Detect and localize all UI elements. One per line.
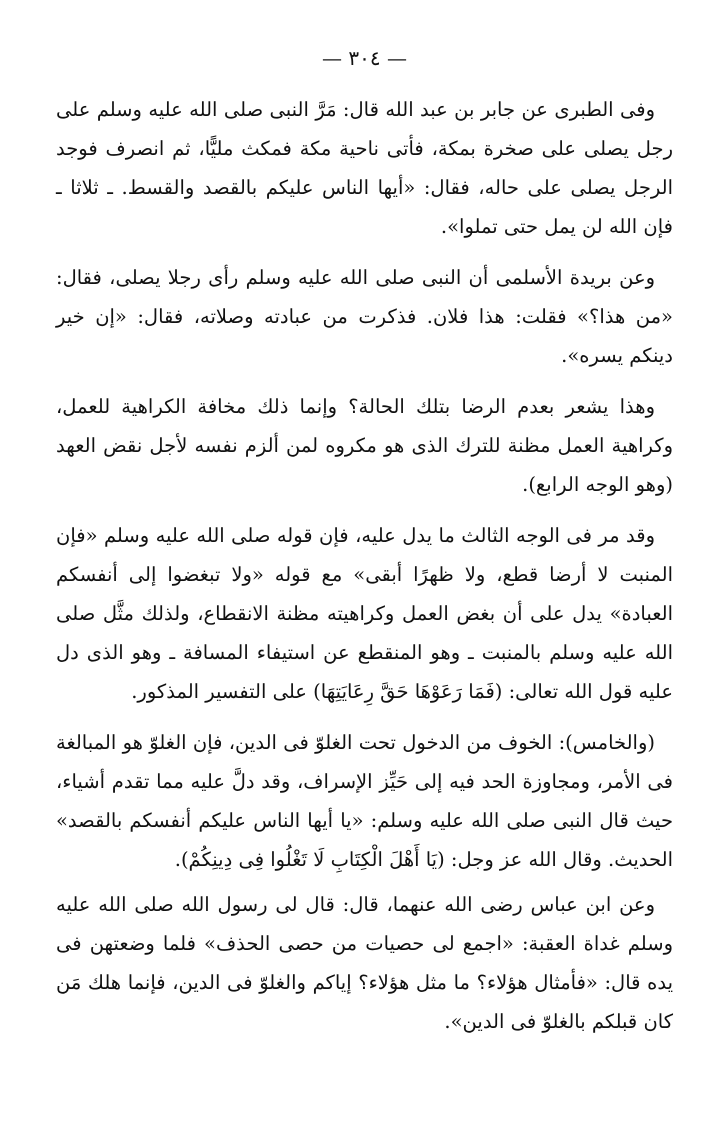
paragraph-6: وعن ابن عباس رضى الله عنهما، قال: قال لى رسول الله صلى الله عليه وسلم غداة العقبة: «اجمع لى حصيات من حصى الحذف» فلما وضعتهن فى يده قال: «فأمثال هؤلاء؟ ما مثل هؤلاء؟ إياكم والغلوّ فى الدين، فإنما هلك مَن كان قبلكم بالغلوّ فى الدين».: [56, 893, 673, 1033]
paragraph-4: وقد مر فى الوجه الثالث ما يدل عليه، فإن قوله صلى الله عليه وسلم «فإن المنبت لا أرضا قطع، ولا ظهرًا أبقى» مع قوله «ولا تبغضوا إلى أنفسكم العبادة» يدل على أن بغض العمل وكراهيته مظنة الانقطاع، ولذلك مثَّل صلى الله عليه وسلم بالمنبت ـ وهو المنقطع عن استيفاء المسافة ـ وهو الذى دل عليه قول الله تعالى: (فَمَا رَعَوْهَا حَقَّ رِعَايَتِهَا) على التفسير المذكور.: [56, 524, 673, 703]
paragraph-2: وعن بريدة الأسلمى أن النبى صلى الله عليه وسلم رأى رجلا يصلى، فقال: «من هذا؟» فقلت: هذا فلان. فذكرت من عبادته وصلاته، فقال: «إن خير دينكم يسره».: [56, 266, 673, 367]
paragraph-1: وفى الطبرى عن جابر بن عبد الله قال: مَرَّ النبى صلى الله عليه وسلم على رجل يصلى على صخرة بمكة، فأتى ناحية مكة فمكث مليًّا، ثم انصرف فوجد الرجل يصلى على حاله، فقال: «أيها الناس عليكم بالقصد والقسط. ـ ثلاثا ـ فإن الله لن يمل حتى تملوا».: [56, 98, 673, 238]
paragraph-3: وهذا يشعر بعدم الرضا بتلك الحالة؟ وإنما ذلك مخافة الكراهية للعمل، وكراهية العمل مظنة للترك الذى هو مكروه لمن ألزم نفسه لأجل نقض العهد (وهو الوجه الرابع).: [56, 395, 673, 496]
paragraph-5: (والخامس): الخوف من الدخول تحت الغلوّ فى الدين، فإن الغلوّ هو المبالغة فى الأمر، ومجاوزة الحد فيه إلى حَيِّز الإسراف، وقد دلَّ عليه مما تقدم أشياء، حيث قال النبى صلى الله عليه وسلم: «يا أيها الناس عليكم أنفسكم بالقصد» الحديث. وقال الله عز وجل: (يَا أَهْلَ الْكِتَابِ لَا تَغْلُوا فِى دِينِكُمْ).: [56, 731, 673, 871]
page-number: — ٣٠٤ —: [322, 46, 407, 70]
